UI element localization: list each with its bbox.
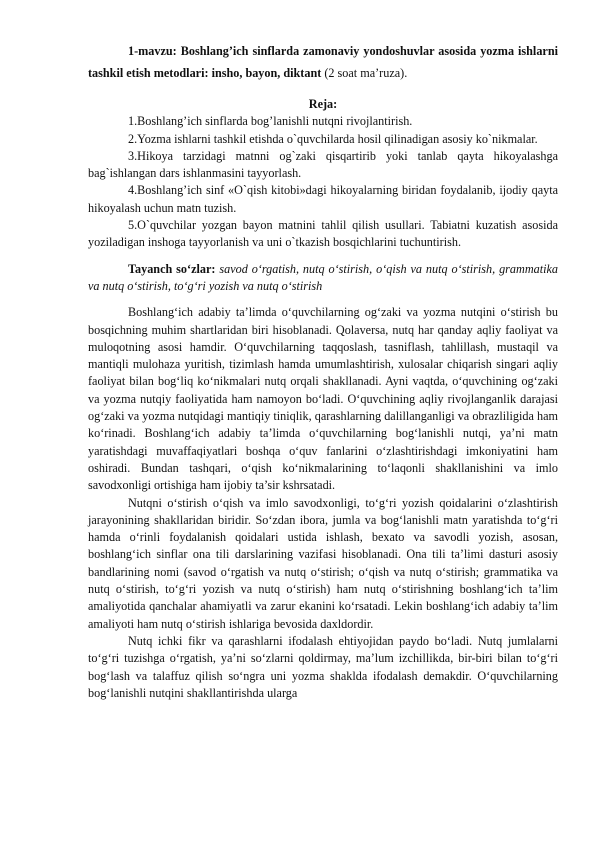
lecture-title-main: 1-mavzu: Boshlang’ich sinflarda zamonaviy yondoshuvlar asosida yozma ishlarni tashkil etish metodlari: insho, bayon, diktant [88, 44, 558, 80]
body-paragraph: Nutq ichki fikr va qarashlarni ifodalash ehtiyojidan paydo bo‘ladi. Nutq jumlalarni to‘g‘ri tuzishga o‘rgatish, ya’ni so‘zlarni qoldirmay, ma’lum izchillikda, bir-biri bilan to‘g‘ri bog‘lash va talaffuz qilish so‘ngra uni yozma shaklda ifodalash demakdir. O‘quvchilarning bog‘lanishli nutqini shakllantirishda ularga [88, 633, 558, 700]
keywords-label: Tayanch so‘zlar: [128, 261, 216, 276]
plan-item: 4.Boshlang’ich sinf «O`qish kitobi»dagi hikoyalarning biridan foydalanib, ijodiy qayta hikoyalash uchun matn tuzish. [88, 183, 558, 215]
lecture-title-hours: (2 soat ma’ruza). [321, 66, 408, 80]
body-paragraph: Boshlang‘ich adabiy ta’limda o‘quvchilarning og‘zaki va yozma nutqini o‘stirish bu bosqichning muhim shartlaridan biri hisoblanadi. Qolaversa, nutq har qanday aqliy faoliyat va muloqotning asosi hamdir. O‘quvchilarning taqqoslash, tasniflash, tahlillash, mustaqil va mantiqli mulohaza yuritish, tizimlash hamda umumlashtirish, xulosalar chiqarish singari aqliy faoliyat bilan bog‘liq ko‘nikmalari nutq orqali shakllanadi. Ayni vaqtda, o‘quvchining og‘zaki va yozma nutqiy faoliyatida ham namoyon bo‘ladi. O‘quvchining aqliy rivojlanganlik darajasi og‘zaki va yozma nutqidagi mantiqiy tiniqlik, qarashlarning dalillanganligi va obrazliligida ham ko‘rinadi. Boshlang‘ich adabiy ta’limda o‘quvchilarning bog‘lanishli nutqi, ya’ni matn yaratishdagi muvaffaqiyatlari boshqa o‘quv fanlarini o‘zlashtirishdagi imkoniyatini ham oshiradi. Bundan tashqari, o‘qish ko‘nikmalarining to‘laqonli shakllanishini va imlo savodxonligi ortishiga ham ijobiy ta’sir kshrsatadi. [88, 305, 558, 493]
plan-item: 3.Hikoya tarzidagi matnni og`zaki qisqartirib yoki tanlab qayta hikoyalashga bag`ishlangan dars ishlanmasini tayyorlash. [88, 148, 558, 181]
plan-item: 2.Yozma ishlarni tashkil etishda o`quvchilarda hosil qilinadigan asosiy ko`nikmalar. [128, 131, 538, 146]
plan-item: 1.Boshlang’ich sinflarda bog’lanishli nutqni rivojlantirish. [128, 114, 413, 129]
plan-item: 5.O`quvchilar yozgan bayon matnini tahlil qilish usullari. Tabiatni kuzatish asosida yoziladigan inshoga tayyorlanish va uni o`tkazish bosqichlarini tuchuntirish. [88, 218, 558, 250]
keywords-text: savod o‘rgatish, nutq o‘stirish, o‘qish va nutq o‘stirish, grammatika va nutq o‘stirish, to‘g‘ri yozish va nutq o‘stirish [88, 261, 558, 293]
keywords [88, 261, 558, 296]
plan-heading: Reja: [308, 97, 338, 111]
document-page [88, 40, 558, 702]
lecture-title [88, 40, 558, 84]
body-paragraph: Nutqni o‘stirish o‘qish va imlo savodxonligi, to‘g‘ri yozish qoidalarini o‘zlashtirish jarayonining shakllaridan biridir. So‘zdan ibora, jumla va bog‘lanishli matn yaratishda to‘g‘ri hamda o‘rinli foydalanish qoidalari ustida ishlash, bexato va savodli yozish, asosan, boshlang‘ich sinflar ona tili darslarining vazifasi hisoblanadi. Ona tili ta’limi dasturi asosiy bandlarining nomi (savod o‘rgatish va nutq o‘stirish; o‘qish va nutq o‘stirish; grammatika va nutq o‘stirish, to‘g‘ri yozish va nutq o‘stirish) ham nutq o‘stirishning boshlang‘ich ta’lim amaliyotida qanchalar ahamiyatli va zarur ekanini ko‘rsatadi. Lekin boshlang‘ich adabiy ta’lim amaliyoti ham nutq o‘stirish ishlariga bevosida daxldordir. [88, 495, 558, 631]
